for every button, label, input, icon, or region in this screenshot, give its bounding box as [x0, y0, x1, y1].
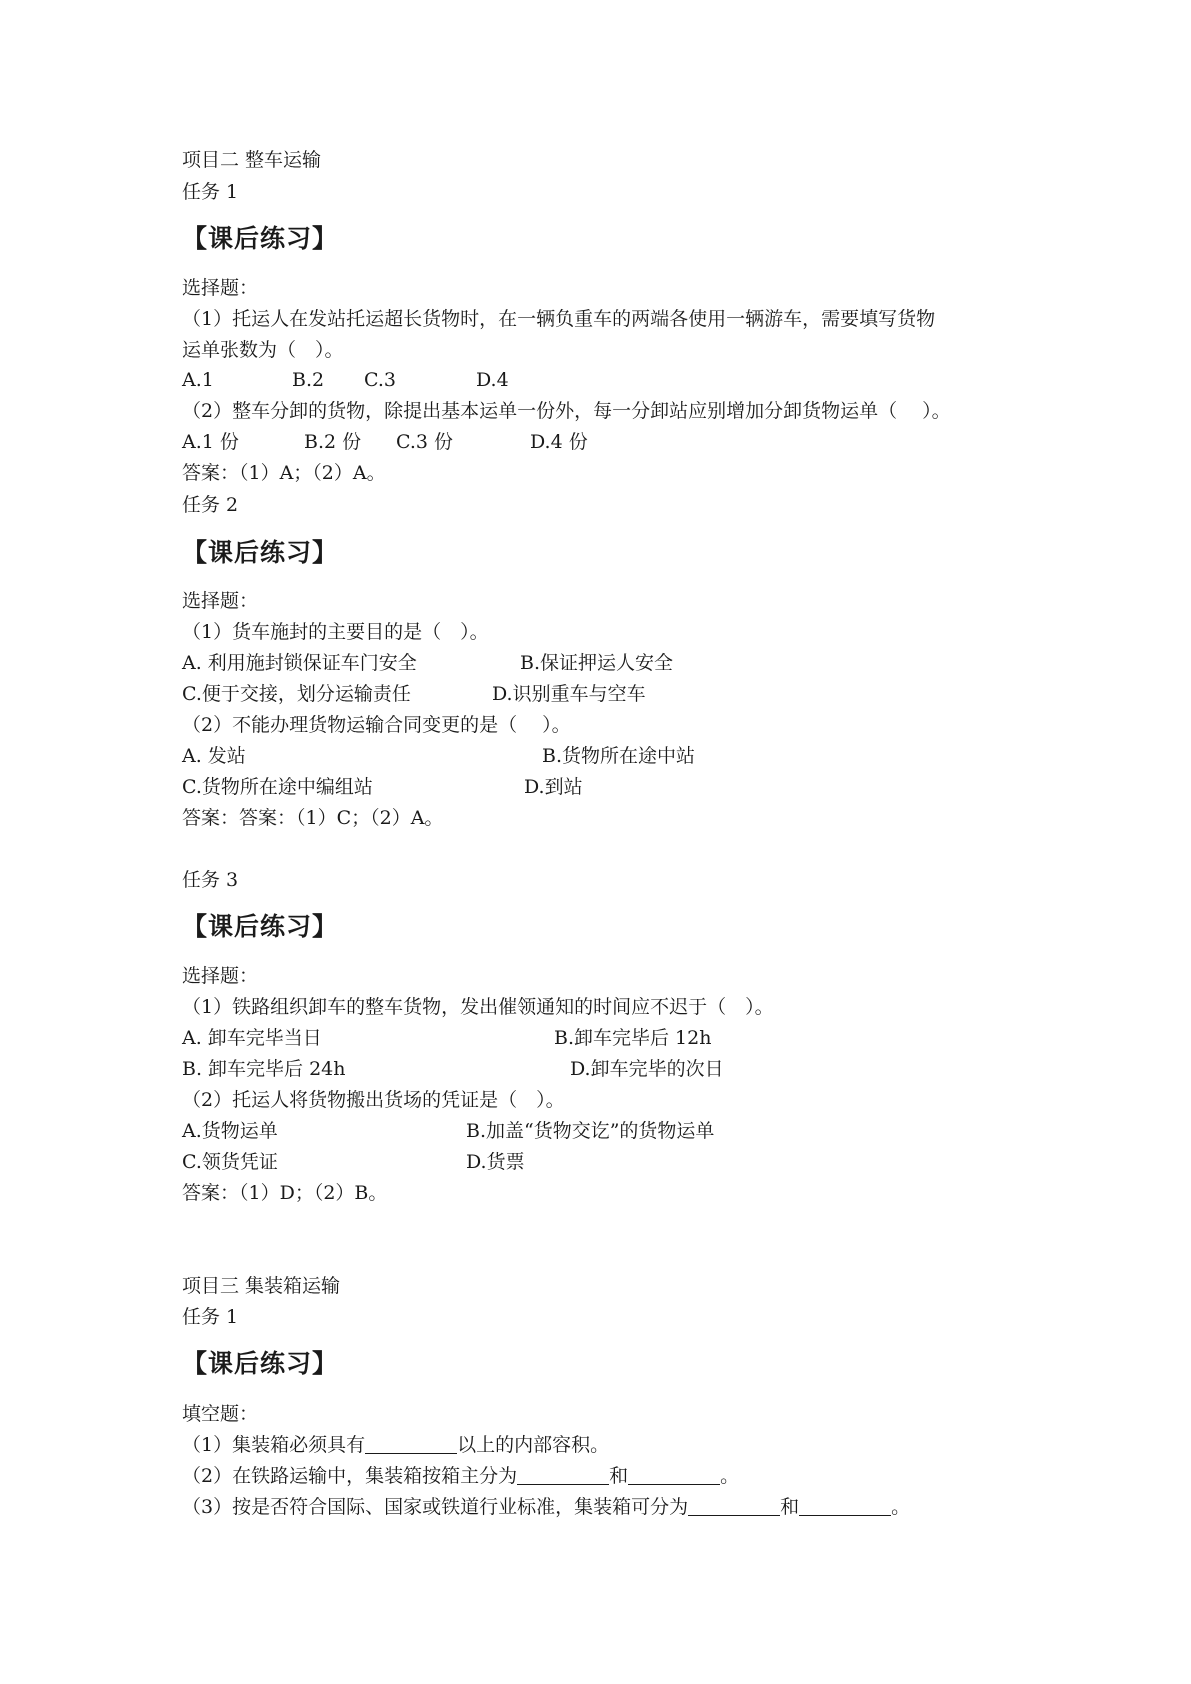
question-type: 选择题：: [182, 277, 259, 299]
option-c: C.3: [364, 369, 396, 391]
project3-title: 项目三 集装箱运输: [182, 1275, 341, 1297]
option-a: A. 利用施封锁保证车门安全: [182, 652, 417, 674]
question-text: 和: [780, 1496, 800, 1518]
question-1: （1）托运人在发站托运超长货物时，在一辆负重车的两端各使用一辆游车，需要填写货物: [182, 308, 936, 330]
task2-title: 任务 2: [182, 494, 239, 516]
option-a: A. 卸车完毕当日: [182, 1027, 322, 1049]
fill-question-1: [182, 1431, 609, 1459]
question-text: （3）按是否符合国际、国家或铁道行业标准，集装箱可分为: [182, 1496, 689, 1518]
task1-title: 任务 1: [182, 1306, 239, 1328]
task3-title: 任务 3: [182, 869, 239, 891]
answer: 答案：答案：（1）C；（2）A。: [182, 807, 444, 829]
question-1: （1）货车施封的主要目的是（ ）。: [182, 621, 489, 643]
option-a: A.1: [182, 369, 214, 391]
option-d: D.到站: [524, 776, 583, 798]
fill-question-2: [182, 1462, 739, 1490]
option-d: D.4: [476, 369, 509, 391]
question-1-continued: 运单张数为（ ）。: [182, 339, 344, 361]
question-text: （2）在铁路运输中，集装箱按箱主分为: [182, 1465, 518, 1487]
option-b: B.货物所在途中站: [542, 745, 696, 767]
option-a: A.货物运单: [182, 1120, 278, 1142]
answer-blank[interactable]: [688, 1493, 780, 1516]
answer: 答案：（1）A；（2）A。: [182, 462, 386, 484]
option-d: D.卸车完毕的次日: [570, 1058, 724, 1080]
question-2: （2）整车分卸的货物，除提出基本运单一份外，每一分卸站应别增加分卸货物运单（ ）。: [182, 400, 951, 422]
exercise-heading: 【课后练习】: [182, 912, 339, 941]
option-b: B.保证押运人安全: [520, 652, 674, 674]
question-2: （2）不能办理货物运输合同变更的是（ ）。: [182, 714, 571, 736]
option-c: C.便于交接，划分运输责任: [182, 683, 411, 705]
option-d: D.货票: [466, 1151, 525, 1173]
option-d: D.识别重车与空车: [492, 683, 646, 705]
exercise-heading: 【课后练习】: [182, 1349, 339, 1378]
exercise-heading: 【课后练习】: [182, 538, 339, 567]
option-a: A.1 份: [182, 431, 239, 453]
question-text: 。: [891, 1496, 911, 1518]
question-type: 填空题：: [182, 1403, 259, 1425]
answer-blank[interactable]: [628, 1462, 720, 1485]
question-text: （1）集装箱必须具有: [182, 1434, 366, 1456]
task1-title: 任务 1: [182, 181, 239, 203]
option-b: B.2: [292, 369, 325, 391]
question-text: 以上的内部容积。: [457, 1434, 610, 1456]
option-c: C.领货凭证: [182, 1151, 278, 1173]
option-c: B. 卸车完毕后 24h: [182, 1058, 346, 1080]
option-b: B.2 份: [304, 431, 362, 453]
option-b: B.加盖“货物交讫”的货物运单: [466, 1120, 715, 1142]
option-b: B.卸车完毕后 12h: [554, 1027, 712, 1049]
option-c: C.3 份: [396, 431, 454, 453]
question-1: （1）铁路组织卸车的整车货物，发出催领通知的时间应不迟于（ ）。: [182, 996, 774, 1018]
fill-question-3: [182, 1493, 910, 1521]
question-2: （2）托运人将货物搬出货场的凭证是（ ）。: [182, 1089, 565, 1111]
answer-blank[interactable]: [799, 1493, 891, 1516]
option-c: C.货物所在途中编组站: [182, 776, 373, 798]
question-text: 和: [609, 1465, 629, 1487]
option-a: A. 发站: [182, 745, 246, 767]
option-d: D.4 份: [530, 431, 588, 453]
answer-blank[interactable]: [365, 1431, 457, 1454]
question-type: 选择题：: [182, 965, 259, 987]
answer: 答案：（1）D；（2）B。: [182, 1182, 388, 1204]
exercise-heading: 【课后练习】: [182, 224, 339, 253]
answer-blank[interactable]: [517, 1462, 609, 1485]
question-type: 选择题：: [182, 590, 259, 612]
question-text: 。: [720, 1465, 740, 1487]
project2-title: 项目二 整车运输: [182, 149, 322, 171]
